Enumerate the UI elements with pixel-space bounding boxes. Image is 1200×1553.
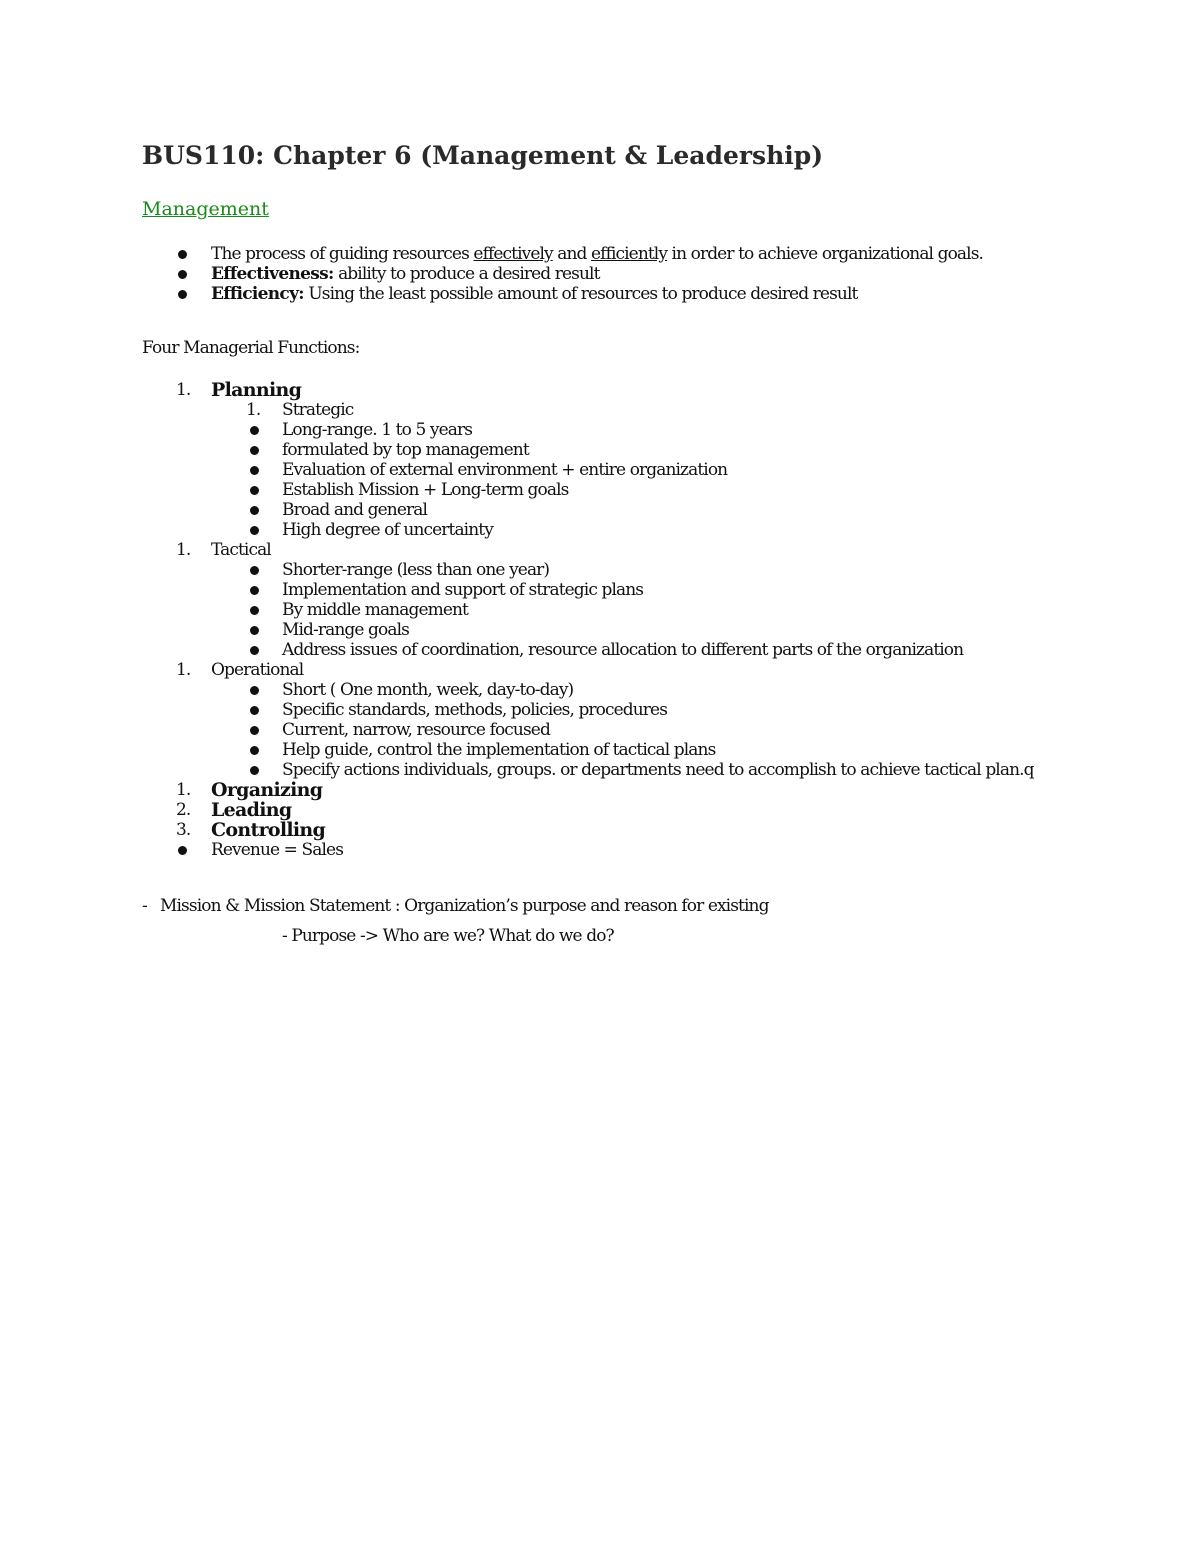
term: Efficiency: — [211, 284, 304, 304]
document-page — [142, 138, 1102, 946]
list-item: Short ( One month, week, day-to-day) — [142, 680, 1102, 700]
plan-tactical: Tactical — [211, 540, 271, 560]
list-item — [142, 780, 1102, 800]
function-controlling: Controlling — [211, 819, 326, 841]
list-item: Evaluation of external environment + entire organization — [142, 460, 1102, 480]
list-number: 1. — [176, 780, 191, 800]
list-item — [142, 840, 1102, 860]
dash-marker: - — [142, 896, 147, 916]
function-organizing: Organizing — [211, 779, 323, 801]
term: Effectiveness: — [211, 264, 334, 284]
bullet-icon — [250, 586, 259, 595]
list-number: 1. — [246, 400, 261, 420]
functions-list — [142, 380, 1102, 860]
revenue-note: Revenue = Sales — [211, 840, 344, 860]
list-item: Specific standards, methods, policies, procedures — [142, 700, 1102, 720]
list-item — [142, 540, 1102, 560]
bullet-icon — [178, 290, 187, 299]
underlined-term: effectively — [473, 244, 553, 264]
bullet-icon — [250, 746, 259, 755]
list-number: 2. — [176, 800, 191, 820]
functions-intro: Four Managerial Functions: — [142, 338, 360, 358]
plan-operational: Operational — [211, 660, 304, 680]
list-number: 1. — [176, 660, 191, 680]
list-item: Help guide, control the implementation of tactical plans — [142, 740, 1102, 760]
mission-line — [142, 896, 1102, 916]
bullet-icon — [250, 506, 259, 515]
bullet-icon — [250, 426, 259, 435]
bullet-icon — [250, 686, 259, 695]
underlined-term: efficiently — [591, 244, 668, 264]
management-heading: Management — [142, 198, 269, 220]
bullet-icon — [250, 646, 259, 655]
bullet-icon — [250, 566, 259, 575]
list-number: 1. — [176, 380, 191, 400]
list-item: Address issues of coordination, resource allocation to different parts of the organization — [142, 640, 1102, 660]
bullet-icon — [250, 486, 259, 495]
list-item — [142, 660, 1102, 680]
list-number: 1. — [176, 540, 191, 560]
list-item: Establish Mission + Long-term goals — [142, 480, 1102, 500]
page-title: BUS110: Chapter 6 (Management & Leadership) — [142, 141, 824, 170]
list-item — [142, 820, 1102, 840]
bullet-icon — [250, 766, 259, 775]
list-item: The process of guiding resources effectively and efficiently in order to achieve organizational goals. — [142, 244, 1102, 264]
plan-strategic: Strategic — [282, 400, 354, 420]
bullet-icon — [250, 606, 259, 615]
management-bullets — [142, 244, 1102, 304]
bullet-icon — [178, 250, 187, 259]
list-item: By middle management — [142, 600, 1102, 620]
bullet-icon — [250, 466, 259, 475]
bullet-icon — [250, 626, 259, 635]
list-item — [142, 400, 1102, 420]
bullet-icon — [178, 846, 187, 855]
function-planning: Planning — [211, 379, 302, 401]
list-item: Mid-range goals — [142, 620, 1102, 640]
function-leading: Leading — [211, 799, 292, 821]
list-item — [142, 380, 1102, 400]
list-item: Long-range. 1 to 5 years — [142, 420, 1102, 440]
bullet-icon — [178, 270, 187, 279]
list-item: Current, narrow, resource focused — [142, 720, 1102, 740]
list-item: Specify actions individuals, groups. or departments need to accomplish to achieve tactical plan.q — [142, 760, 1102, 780]
purpose-line: - Purpose -> Who are we? What do we do? — [282, 926, 614, 946]
list-item: formulated by top management — [142, 440, 1102, 460]
list-item: Implementation and support of strategic plans — [142, 580, 1102, 600]
list-item — [142, 800, 1102, 820]
list-item: High degree of uncertainty — [142, 520, 1102, 540]
mission-text: Mission & Mission Statement : Organization’s purpose and reason for existing — [160, 896, 769, 916]
bullet-icon — [250, 446, 259, 455]
list-item: Effectiveness: ability to produce a desired result — [142, 264, 1102, 284]
list-item: Broad and general — [142, 500, 1102, 520]
bullet-icon — [250, 726, 259, 735]
bullet-icon — [250, 526, 259, 535]
bullet-icon — [250, 706, 259, 715]
list-item: Shorter-range (less than one year) — [142, 560, 1102, 580]
list-item: Efficiency: Using the least possible amount of resources to produce desired result — [142, 284, 1102, 304]
list-number: 3. — [176, 820, 191, 840]
